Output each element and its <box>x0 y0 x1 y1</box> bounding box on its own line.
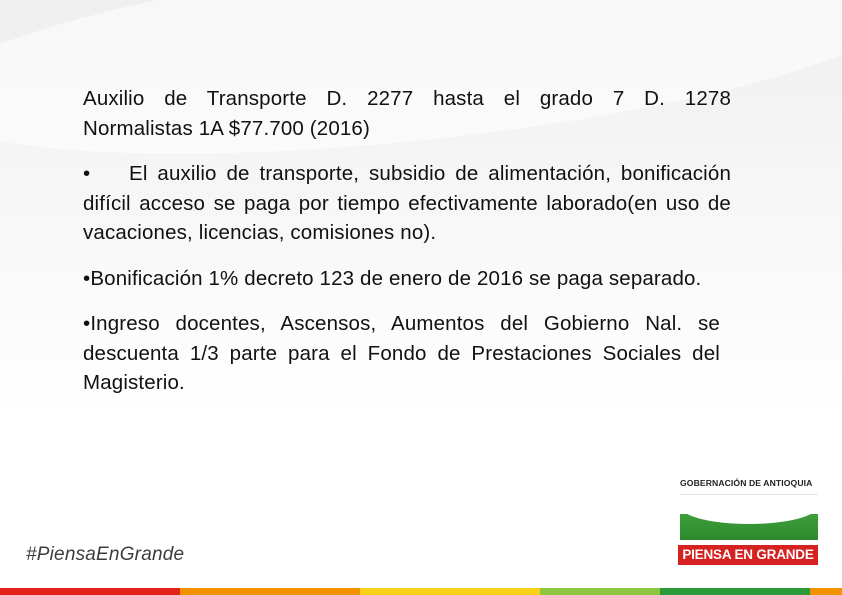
paragraph-line: Auxilio de Transporte D. 2277 hasta el grado 7 D. 1278 <box>83 87 731 110</box>
gobernacion-antioquia-logo <box>676 474 820 568</box>
paragraph-bullet-teachers: •Ingreso docentes, Ascensos, Aumentos del Gobierno Nal. se descuenta 1/3 parte para el Fondo de Prestaciones Sociales del Magisterio. <box>83 312 720 394</box>
antioquia-flag-icon <box>680 494 818 544</box>
slide-body <box>83 84 731 398</box>
paragraph-bullet-transport <box>83 159 731 248</box>
paragraph-transport-aid <box>83 84 731 143</box>
bullet-icon: • <box>83 162 91 185</box>
paragraph-text: El auxilio de transporte, subsidio de alimentación, bonificación difícil acceso se paga por tiempo efectivamente laborado(en uso de vacaciones, licencias, comisiones no). <box>83 162 731 244</box>
hashtag: #PiensaEnGrande <box>26 544 185 565</box>
footer-color-bar <box>0 588 842 595</box>
footer-bar-segment <box>360 588 540 595</box>
footer-bar-segment <box>660 588 810 595</box>
paragraph-line: Normalistas 1A $77.700 (2016) <box>83 116 370 140</box>
footer-bar-segment <box>540 588 660 595</box>
logo-badge: PIENSA EN GRANDE <box>678 545 818 565</box>
paragraph-bullet-bonus: •Bonificación 1% decreto 123 de enero de 2016 se paga separado. <box>83 266 702 290</box>
footer-bar-segment <box>0 588 180 595</box>
footer-bar-segment <box>810 588 842 595</box>
logo-title: GOBERNACIÓN DE ANTIOQUIA <box>680 478 813 488</box>
footer-bar-segment <box>180 588 360 595</box>
